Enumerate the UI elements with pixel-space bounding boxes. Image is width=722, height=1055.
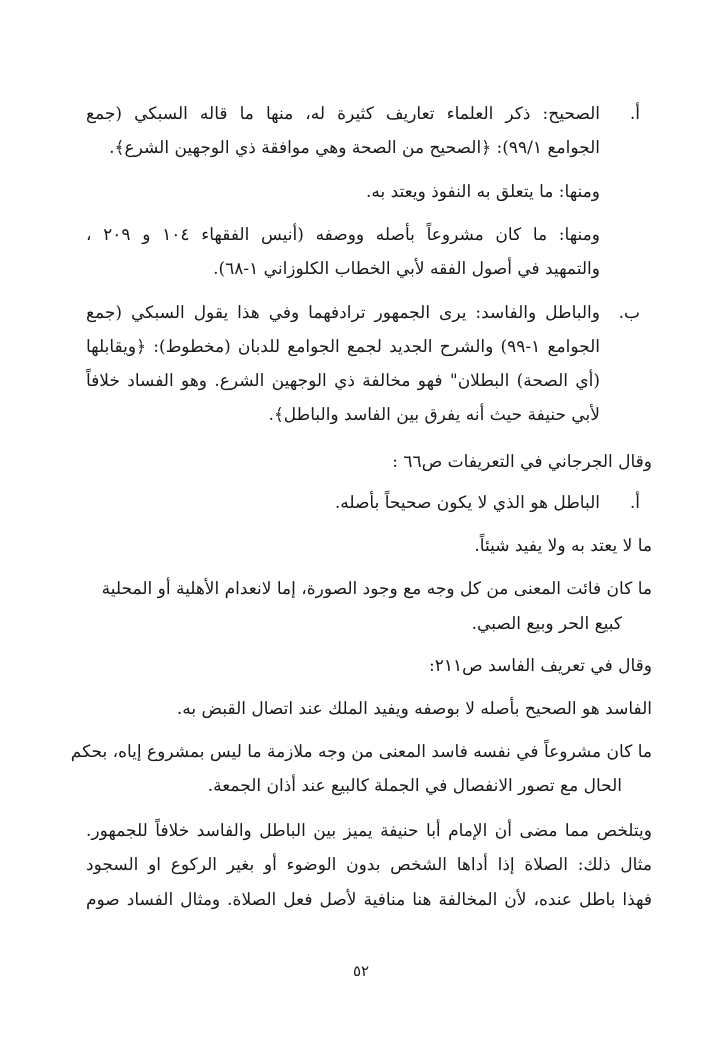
item-b-line-3: (أي الصحة) البطلان" فهو مخالفة ذي الوجهين الشرع. وهو الفساد خلافاً [86, 371, 600, 391]
item-b-line-4: لأبي حنيفة حيث أنه يفرق بين الفاسد والباطل﴾. [268, 405, 600, 425]
item-a-line-3: ومنها: ما يتعلق به النفوذ ويعتد به. [365, 182, 600, 202]
definition-2: ما لا يعتد به ولا يفيد شيئاً. [474, 536, 652, 556]
fasid-definition-1: الفاسد هو الصحيح بأصله لا بوصفه ويفيد الملك عند اتصال القبض به. [176, 699, 652, 719]
item-a-line-4: ومنها: ما كان مشروعاً بأصله ووصفه (أنيس الفقهاء ١٠٤ و ٢٠٩ ، [86, 225, 600, 245]
definition-3-line-2: كبيع الحر وبيع الصبي. [471, 614, 622, 634]
definition-a-text: الباطل هو الذي لا يكون صحيحاً بأصله. [334, 493, 600, 513]
item-b-line-1: والباطل والفاسد: يرى الجمهور ترادفهما وفي هذا يقول السبكي (جمع [86, 303, 600, 323]
page-number: ٥٢ [352, 962, 370, 980]
fasid-intro: وقال في تعريف الفاسد ص٢١١: [429, 656, 652, 676]
fasid-definition-2-line-1: ما كان مشروعاً في نفسه فاسد المعنى من وجه ملازمة ما ليس بمشروع إياه، بحكم [70, 742, 652, 762]
summary-line-3: فهذا باطل عنده، لأن المخالفة هنا منافية لأصل فعل الصلاة. ومثال الفساد صوم [86, 890, 652, 910]
item-a-line-2: الجوامع ٩٩/١): ﴿الصحيح من الصحة وهي موافقة ذي الوجهين الشرع﴾. [109, 138, 600, 158]
jurjani-intro: وقال الجرجاني في التعريفات ص٦٦ : [392, 452, 652, 472]
definition-a-marker: أ. [629, 493, 640, 513]
item-a-line-1: الصحيح: ذكر العلماء تعاريف كثيرة له، منها ما قاله السبكي (جمع [86, 104, 600, 124]
fasid-definition-2-line-2: الحال مع تصور الانفصال في الجملة كالبيع عند أذان الجمعة. [207, 776, 622, 796]
item-a-line-5: والتمهيد في أصول الفقه لأبي الخطاب الكلوزاني ١-٦٨). [213, 259, 600, 279]
item-a-marker: أ. [629, 104, 640, 124]
item-b-line-2: الجوامع ١-٩٩) والشرح الجديد لجمع الجوامع للدبان (مخطوط): ﴿ويقابلها [86, 337, 600, 357]
summary-line-2: مثال ذلك: الصلاة إذا أداها الشخص بدون الوضوء أو بغير الركوع او السجود [86, 855, 652, 875]
summary-line-1: ويتلخص مما مضى أن الإمام أبا حنيفة يميز بين الباطل والفاسد خلافاً للجمهور. [86, 821, 652, 841]
definition-3-line-1: ما كان فائت المعنى من كل وجه مع وجود الصورة، إما لانعدام الأهلية أو المحلية [101, 579, 652, 599]
item-b-marker: ب. [618, 303, 640, 323]
